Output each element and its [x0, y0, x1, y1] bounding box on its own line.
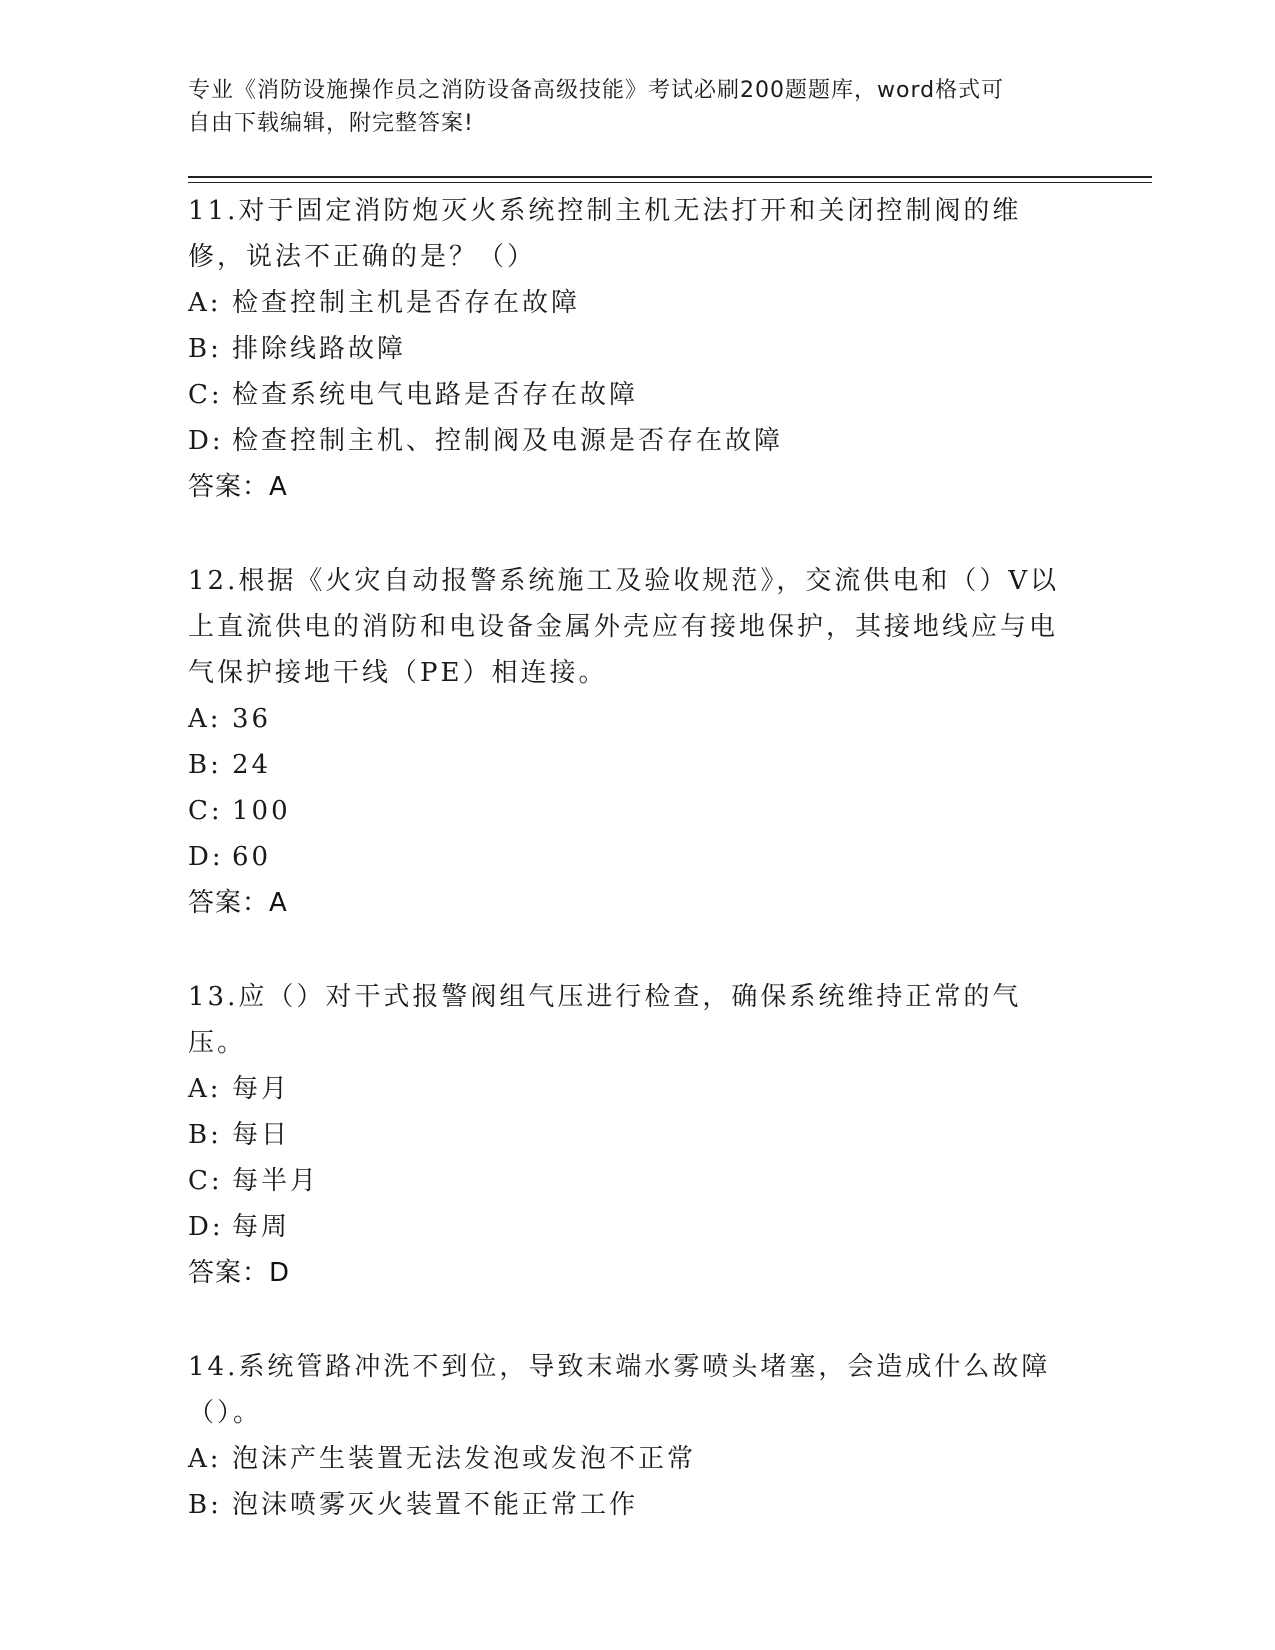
option-text: 36 — [232, 704, 272, 734]
option-letter: A: — [188, 704, 222, 734]
header-line-2: 自由下载编辑，附完整答案! — [188, 111, 474, 136]
option-letter: C: — [188, 796, 223, 826]
question-14 — [188, 1344, 1068, 1528]
question-text: 11.对于固定消防炮灭火系统控制主机无法打开和关闭控制阀的维修，说法不正确的是？（） — [188, 196, 1022, 272]
question-list — [188, 188, 1068, 1576]
answer-line: 答案：D — [188, 1258, 291, 1288]
option-letter: B: — [188, 1120, 222, 1150]
option-text: 泡沫产生装置无法发泡或发泡不正常 — [232, 1444, 697, 1474]
option-text: 检查控制主机是否存在故障 — [232, 288, 581, 318]
option-letter: B: — [188, 750, 222, 780]
option-b — [188, 1482, 1068, 1528]
option-text: 60 — [232, 842, 272, 872]
option-d — [188, 418, 1068, 464]
answer-line: 答案：A — [188, 472, 288, 502]
option-c — [188, 372, 1068, 418]
option-letter: B: — [188, 334, 222, 364]
option-letter: D: — [188, 842, 224, 872]
option-text: 每周 — [232, 1212, 291, 1242]
header-line-1: 专业《消防设施操作员之消防设备高级技能》考试必刷200题题库，word格式可 — [188, 78, 1005, 103]
header-divider-thick — [188, 176, 1152, 178]
option-letter: D: — [188, 426, 224, 456]
option-d — [188, 1204, 1068, 1250]
option-letter: A: — [188, 1444, 222, 1474]
option-text: 泡沫喷雾灭火装置不能正常工作 — [232, 1490, 639, 1520]
question-text: 12.根据《火灾自动报警系统施工及验收规范》，交流供电和（）V以上直流供电的消防和电设备金属外壳应有接地保护，其接地线应与电气保护接地干线（PE）相连接。 — [188, 566, 1060, 688]
option-letter: A: — [188, 1074, 222, 1104]
question-11 — [188, 188, 1068, 510]
option-letter: A: — [188, 288, 222, 318]
option-text: 排除线路故障 — [232, 334, 407, 364]
document-header — [188, 74, 1058, 140]
question-13 — [188, 974, 1068, 1296]
question-text: 14.系统管路冲洗不到位，导致末端水雾喷头堵塞，会造成什么故障（）。 — [188, 1352, 1051, 1428]
option-text: 100 — [232, 796, 291, 826]
option-text: 24 — [232, 750, 272, 780]
option-letter: C: — [188, 380, 223, 410]
option-a — [188, 1066, 1068, 1112]
option-text: 检查系统电气电路是否存在故障 — [232, 380, 639, 410]
option-letter: C: — [188, 1166, 223, 1196]
option-a — [188, 1436, 1068, 1482]
question-12 — [188, 558, 1068, 926]
option-c — [188, 1158, 1068, 1204]
option-letter: D: — [188, 1212, 224, 1242]
answer-line: 答案：A — [188, 888, 288, 918]
header-divider-thin — [188, 182, 1152, 183]
option-b — [188, 742, 1068, 788]
option-d — [188, 834, 1068, 880]
option-b — [188, 326, 1068, 372]
option-text: 每半月 — [232, 1166, 320, 1196]
option-letter: B: — [188, 1490, 222, 1520]
question-text: 13.应（）对干式报警阀组气压进行检查，确保系统维持正常的气压。 — [188, 982, 1022, 1058]
option-text: 检查控制主机、控制阀及电源是否存在故障 — [232, 426, 784, 456]
option-b — [188, 1112, 1068, 1158]
option-a — [188, 696, 1068, 742]
option-text: 每日 — [232, 1120, 291, 1150]
option-text: 每月 — [232, 1074, 291, 1104]
option-c — [188, 788, 1068, 834]
option-a — [188, 280, 1068, 326]
